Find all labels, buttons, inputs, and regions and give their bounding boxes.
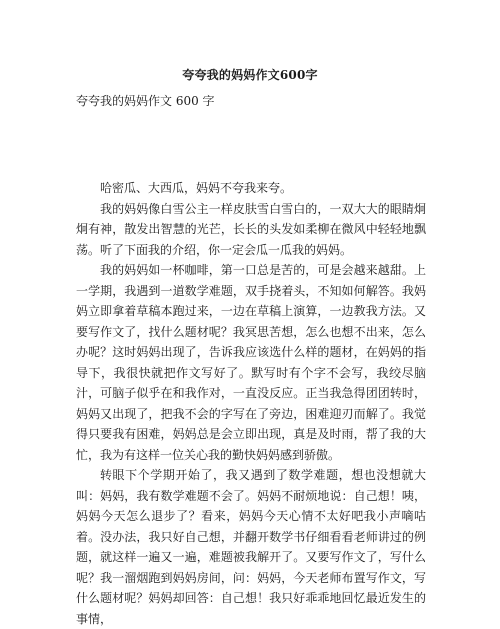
document-subtitle: 夸夸我的妈妈作文 600 字 — [76, 94, 215, 108]
paragraph: 我的妈妈像白雪公主一样皮肤雪白雪白的，一双大大的眼睛炯炯有神，散发出智慧的光芒，长长的头发如柔柳在微风中轻轻地飘荡。听了下面我的介绍，你一定会瓜一瓜我的妈妈。 — [76, 201, 426, 257]
document-title: 夸夸我的妈妈作文600字 — [182, 68, 318, 82]
paragraph: 转眼下个学期开始了，我又遇到了数学难题，想也没想就大叫：妈妈，我有数学难题不会了。妈妈不耐烦地说：自己想！咦，妈妈今天怎么退步了？看来，妈妈今天心情不太好吧我小声嘀咕着。没办法，我只好自己想，并翻开数学书仔细看看老师讲过的例题，就这样一遍又一遍，难题被我解开了。又要写作文了，写什么呢？我一溜烟跑到妈妈房间，问：妈妈，今天老师布置写作文，写什么题材呢？妈妈却回答：自己想！我只好乖乖地回忆最近发生的事情， — [76, 468, 426, 626]
paragraph: 哈密瓜、大西瓜，妈妈不夸我来夸。 — [100, 181, 293, 195]
document-body — [76, 178, 426, 629]
paragraph: 我的妈妈如一杯咖啡，第一口总是苦的，可是会越来越甜。上一学期，我遇到一道数学难题，双手挠着头，不知如何解答。我妈妈立即拿着草稿本跑过来，一边在草稿上演算，一边教我方法。又要写作文了，找什么题材呢？我冥思苦想，怎么也想不出来，怎么办呢？这时妈妈出现了，告诉我应该选什么样的题材，在妈妈的指导下，我很快就把作文写好了。默写时有个字不会写，我绞尽脑汁，可脑子似乎在和我作对，一直没反应。正当我急得团团转时，妈妈又出现了，把我不会的字写在了旁边，困难迎刃而解了。我觉得只要我有困难，妈妈总是会立即出现，真是及时雨，帮了我的大忙，我为有这样一位关心我的勤快妈妈感到骄傲。 — [76, 263, 426, 462]
